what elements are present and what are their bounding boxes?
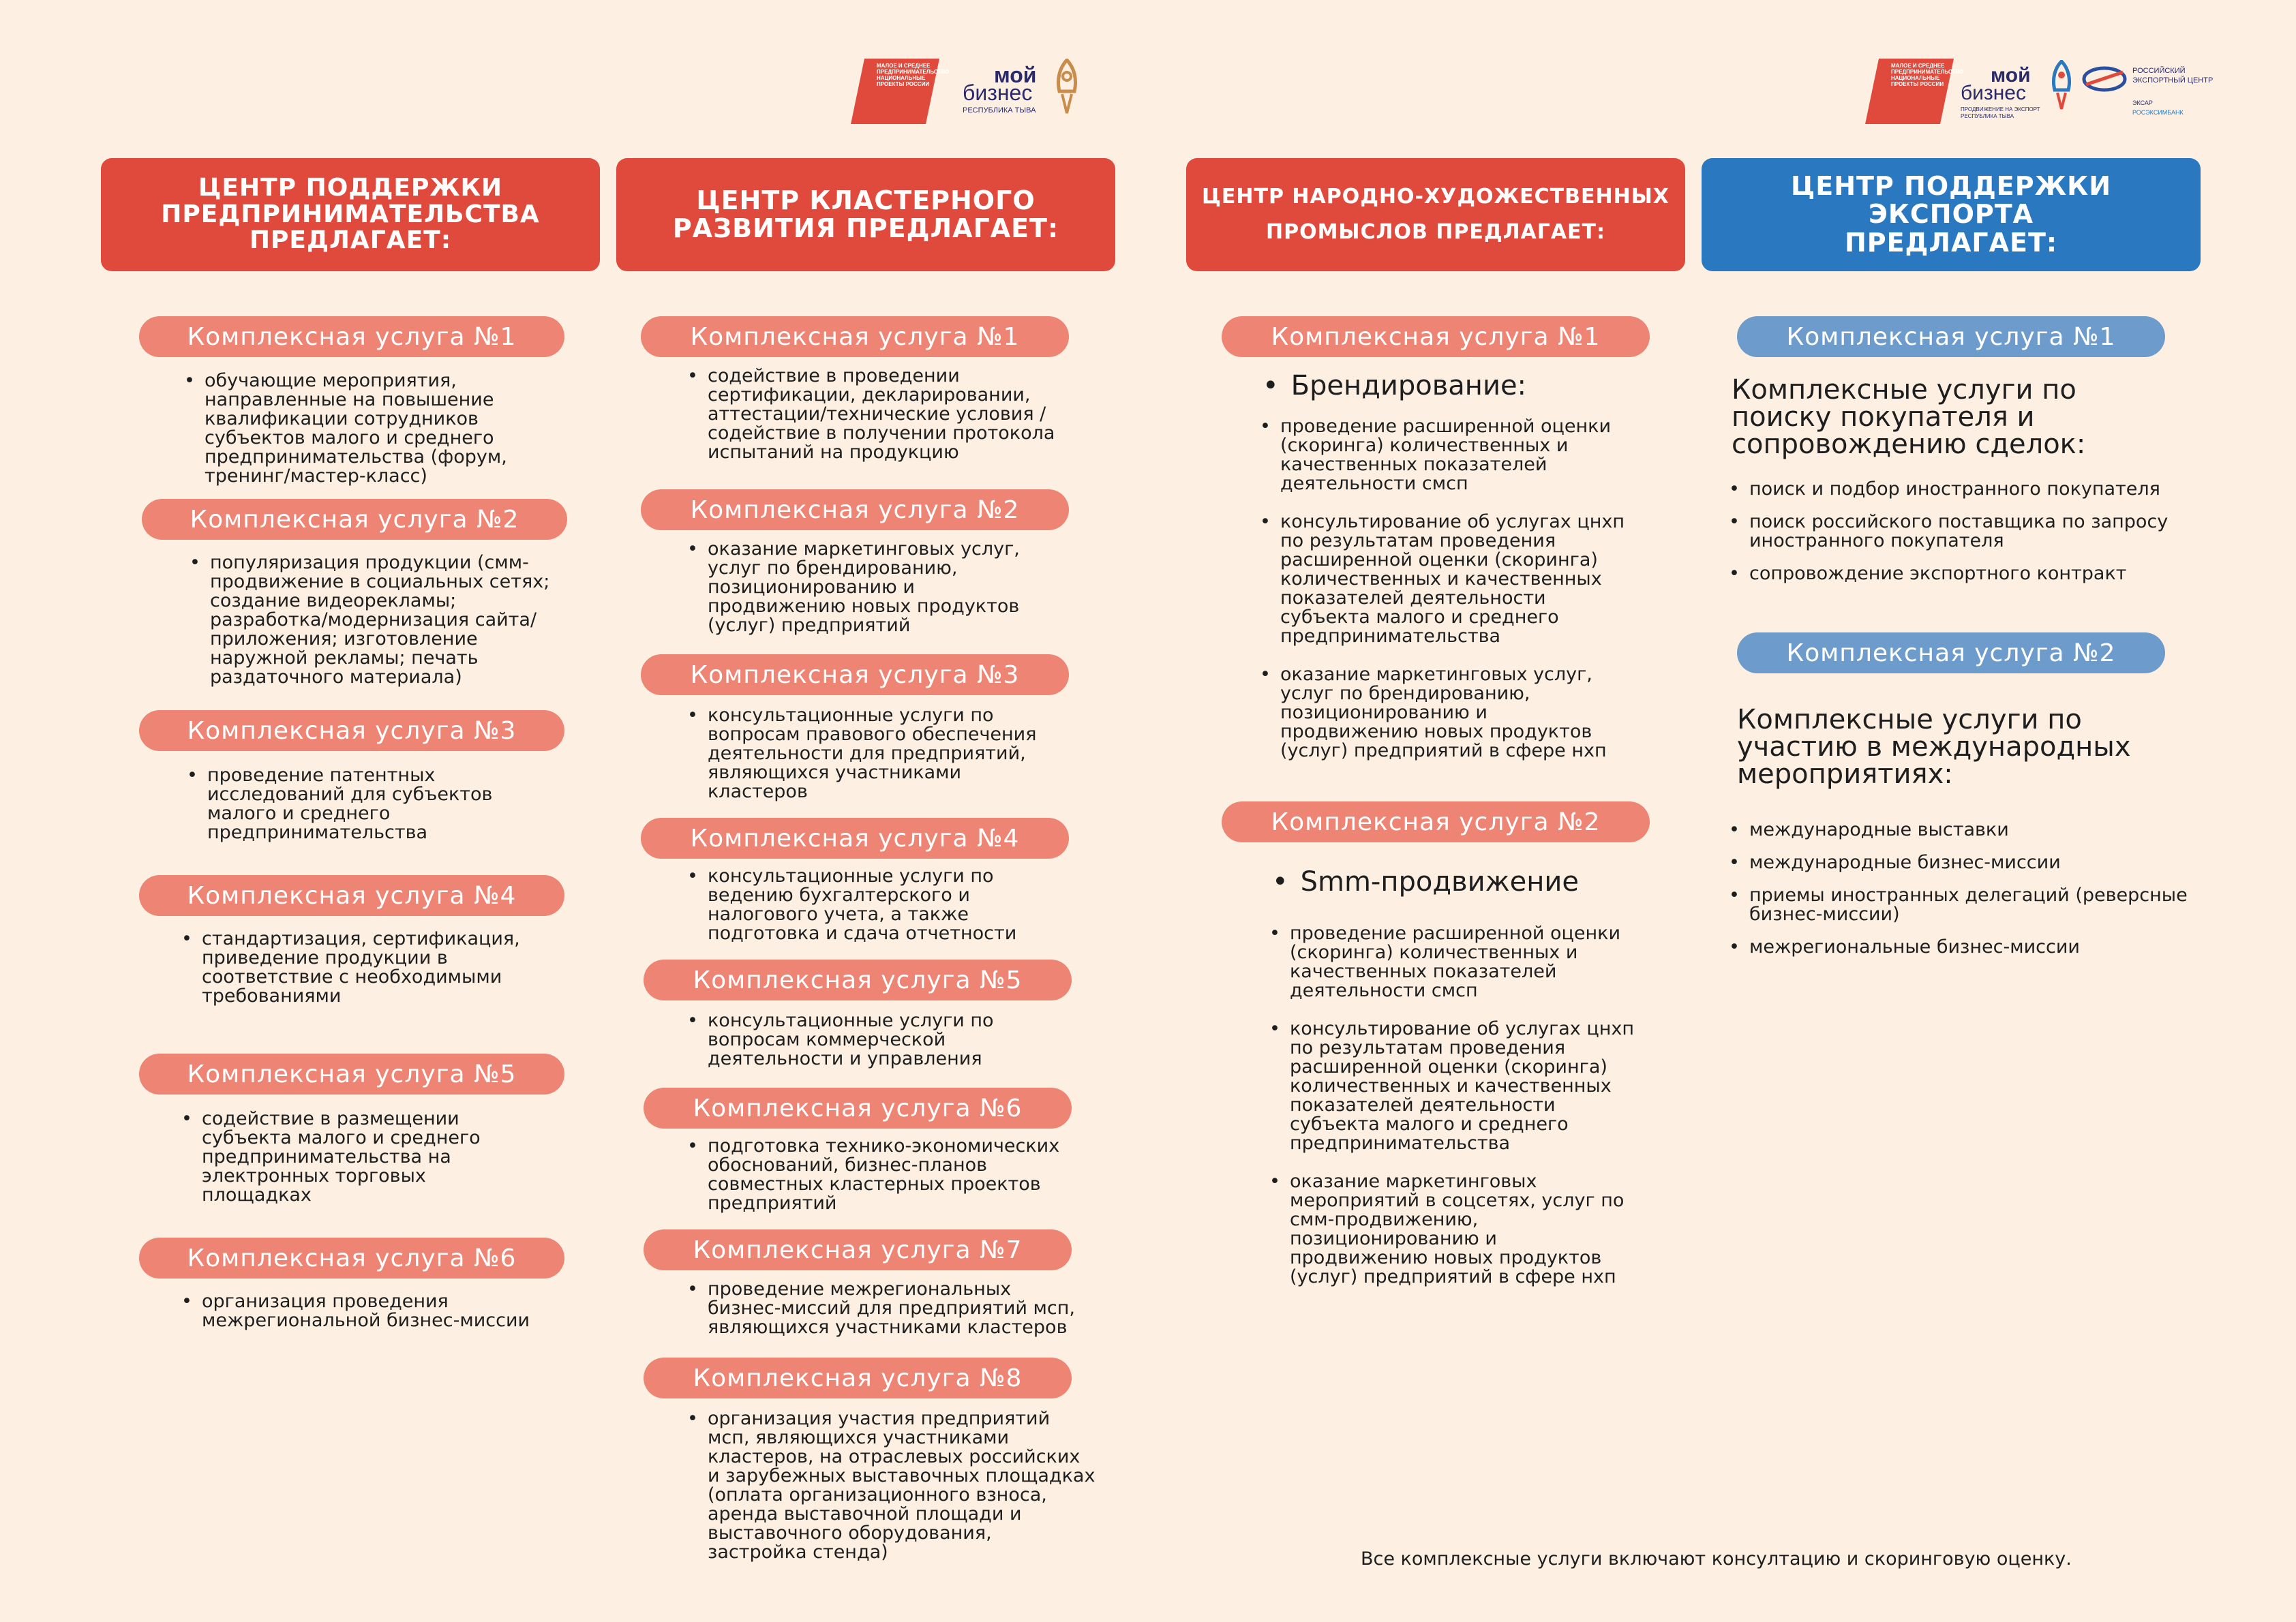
col1-service-5-list xyxy=(181,1110,522,1219)
list-item: • оказание маркетинговых услуг, услуг по брендированию, позиционированию и продвижению новых продуктов (услуг) предприятий в сфере нхп xyxy=(1260,665,1628,761)
list-item: • международные бизнес-миссии xyxy=(1729,853,2206,872)
col2-service-8-pill xyxy=(644,1358,1072,1398)
list-item: • организация участия предприятий мсп, являющихся участниками кластеров, на отраслевых российских и зарубежных выставочных площадках (оплата организационного взноса, аренда выставочной площади и выставочного оборудования, застройка стенда) xyxy=(687,1409,1096,1562)
bullet-icon: • xyxy=(1272,866,1288,898)
list-item: • консультационные услуги по ведению бухгалтерского и налогового учета, а также подготовка и сдача отчетности xyxy=(687,867,1055,943)
list-item: • организация проведения межрегиональной бизнес-миссии xyxy=(181,1292,549,1330)
logo-group-right xyxy=(1865,59,2247,134)
col1-service-2-label: Комплексная услуга №2 xyxy=(190,505,519,534)
col2-service-6-label: Комплексная услуга №6 xyxy=(693,1094,1023,1122)
col1-service-4-pill xyxy=(139,875,564,916)
rosexim-label: РОСЭКСИМБАНК xyxy=(2132,109,2184,116)
list-item: • межрегиональные бизнес-миссии xyxy=(1729,938,2206,957)
col2-service-3-pill xyxy=(641,654,1069,695)
moy-biznes-brand-line1-right: мой xyxy=(1991,64,2031,87)
logo-group-left xyxy=(851,59,1089,127)
col2-service-2-list xyxy=(687,540,1055,649)
bullet-icon: • xyxy=(1263,370,1279,401)
col4-service-2-heading: Комплексные услуги по участию в международных мероприятиях: xyxy=(1737,704,2131,790)
list-item: • проведение межрегиональных бизнес-миссий для предприятий мсп, являющихся участниками кластеров xyxy=(687,1280,1083,1337)
col2-service-2-pill xyxy=(641,489,1069,530)
list-item: • международные выставки xyxy=(1729,821,2206,840)
col2-service-4-pill xyxy=(641,818,1069,859)
list-item: • проведение расширенной оценки (скоринга) количественных и качественных показателей деятельности смсп xyxy=(1269,924,1637,1000)
col4-service-1-pill xyxy=(1737,316,2165,357)
col1-service-1-pill xyxy=(139,316,564,357)
col2-service-4-list xyxy=(687,867,1055,957)
national-projects-text: МАЛОЕ И СРЕДНЕЕ ПРЕДПРИНИМАТЕЛЬСТВО НАЦИОНАЛЬНЫЕ ПРОЕКТЫ РОССИИ xyxy=(877,63,950,87)
col1-service-6-pill xyxy=(139,1238,564,1279)
col1-service-3-pill xyxy=(139,710,564,751)
moy-biznes-brand-line2-right: бизнес xyxy=(1961,82,2026,104)
col1-service-6-label: Комплексная услуга №6 xyxy=(187,1244,517,1272)
header-export-center xyxy=(1702,158,2201,271)
col2-service-5-list xyxy=(687,1011,1042,1082)
col2-service-3-label: Комплексная услуга №3 xyxy=(690,660,1020,689)
col1-service-5-pill xyxy=(139,1054,564,1095)
col2-service-3-list xyxy=(687,706,1055,815)
list-item: • обучающие мероприятия, направленные на повышение квалификации сотрудников субъектов малого и среднего предпринимательства (форум, тренинг/мастер-класс) xyxy=(184,371,566,486)
col2-service-4-label: Комплексная услуга №4 xyxy=(690,824,1020,853)
list-item: • содействие в проведении сертификации, декларировании, аттестации/технические условия / содействие в получении протокола испытаний на продукцию xyxy=(687,367,1069,462)
list-item: • консультационные услуги по вопросам коммерческой деятельности и управления xyxy=(687,1011,1042,1069)
rec-title-line1: РОССИЙСКИЙ xyxy=(2132,67,2186,75)
list-item: • стандартизация, сертификация, приведение продукции в соответствие с необходимыми требованиями xyxy=(181,930,536,1006)
rec-title-line2: ЭКСПОРТНЫЙ ЦЕНТР xyxy=(2132,76,2214,85)
col3-service-2-heading xyxy=(1272,868,1613,896)
col2-service-5-label: Комплексная услуга №5 xyxy=(693,966,1023,994)
col2-service-2-label: Комплексная услуга №2 xyxy=(690,495,1020,524)
national-projects-text-right: МАЛОЕ И СРЕДНЕЕ ПРЕДПРИНИМАТЕЛЬСТВО НАЦИОНАЛЬНЫЕ ПРОЕКТЫ РОССИИ xyxy=(1891,63,1964,87)
col1-service-3-label: Комплексная услуга №3 xyxy=(187,716,517,745)
col2-service-7-label: Комплексная услуга №7 xyxy=(693,1236,1023,1264)
col4-service-2-pill xyxy=(1737,632,2165,673)
list-item: • консультирование об услугах цнхп по результатам проведения расширенной оценки (скоринга) количественных и качественных показателей деятельности субъекта малого и среднего предпринимательства xyxy=(1260,512,1628,646)
col4-service-1-label: Комплексная услуга №1 xyxy=(1786,322,2116,351)
col1-service-1-list xyxy=(184,371,566,500)
col2-service-8-label: Комплексная услуга №8 xyxy=(693,1364,1023,1392)
rec-logo-icon xyxy=(2081,64,2128,94)
col2-service-1-pill xyxy=(641,316,1069,357)
list-item: • содействие в размещении субъекта малого и среднего предпринимательства на электронных торговых площадках xyxy=(181,1110,522,1205)
col2-service-5-pill xyxy=(644,960,1072,1000)
col4-service-1-heading: Комплексные услуги по поиску покупателя и сопровождению сделок: xyxy=(1732,374,2086,460)
col3-service-1-list xyxy=(1260,417,1628,774)
header-export-title: ЦЕНТР ПОДДЕРЖКИ ЭКСПОРТА ПРЕДЛАГАЕТ: xyxy=(1791,171,2111,258)
list-item: • консультационные услуги по вопросам правового обеспечения деятельности для предприятий, являющихся участниками кластеров xyxy=(687,706,1055,801)
list-item: • проведение расширенной оценки (скоринга) количественных и качественных показателей деятельности смсп xyxy=(1260,417,1628,493)
header-entrepreneurship-title: ЦЕНТР ПОДДЕРЖКИ ПРЕДПРИНИМАТЕЛЬСТВА ПРЕДЛАГАЕТ: xyxy=(161,173,540,255)
list-item: • сопровождение экспортного контракт xyxy=(1729,564,2206,583)
col2-service-1-label: Комплексная услуга №1 xyxy=(690,322,1020,351)
col2-service-6-pill xyxy=(644,1088,1072,1129)
moy-biznes-brand-line1: мой xyxy=(994,63,1037,87)
header-entrepreneurship-center xyxy=(101,158,600,271)
eximbank-label: ЭКСАР xyxy=(2132,100,2153,106)
col2-service-8-list xyxy=(687,1409,1096,1576)
moy-biznes-subtitle: РЕСПУБЛИКА ТЫВА xyxy=(963,106,1036,114)
list-item: • поиск российского поставщика по запросу иностранного покупателя xyxy=(1729,512,2206,551)
col2-service-6-list xyxy=(687,1137,1069,1227)
col4-service-1-list xyxy=(1729,480,2206,597)
col3-service-2-heading-text: Smm-продвижение xyxy=(1300,866,1579,898)
list-item: • подготовка технико-экономических обоснований, бизнес-планов совместных кластерных проектов предприятий xyxy=(687,1137,1069,1213)
moy-biznes-subtitle-right: ПРОДВИЖЕНИЕ НА ЭКСПОРТ РЕСПУБЛИКА ТЫВА xyxy=(1961,106,2040,119)
col4-service-2-list xyxy=(1729,821,2206,970)
col4-service-2-label: Комплексная услуга №2 xyxy=(1786,639,2116,667)
col3-service-1-heading-text: Брендирование: xyxy=(1290,370,1527,401)
footer-note: Все комплексные услуги включают консултацию и скоринговую оценку. xyxy=(1361,1548,2072,1570)
header-crafts-title: ЦЕНТР НАРОДНО-ХУДОЖЕСТВЕННЫХ ПРОМЫСЛОВ ПРЕДЛАГАЕТ: xyxy=(1202,185,1670,244)
list-item: • консультирование об услугах цнхп по результатам проведения расширенной оценки (скоринга) количественных и качественных показателей деятельности субъекта малого и среднего предпринимательства xyxy=(1269,1020,1637,1153)
list-item: • проведение патентных исследований для субъектов малого и среднего предпринимательства xyxy=(187,766,528,842)
col2-service-1-list xyxy=(687,367,1069,476)
col1-service-2-pill xyxy=(142,499,567,540)
col1-service-2-list xyxy=(190,553,558,701)
col1-service-1-label: Комплексная услуга №1 xyxy=(187,322,517,351)
col3-service-1-label: Комплексная услуга №1 xyxy=(1271,322,1601,351)
header-crafts-center xyxy=(1186,158,1685,271)
list-item: • поиск и подбор иностранного покупателя xyxy=(1729,480,2206,499)
rocket-icon-right xyxy=(2046,60,2076,112)
col3-service-1-heading xyxy=(1263,372,1603,399)
col3-service-2-label: Комплексная услуга №2 xyxy=(1271,808,1601,836)
header-cluster-center xyxy=(616,158,1115,271)
col1-service-5-label: Комплексная услуга №5 xyxy=(187,1060,517,1088)
col2-service-7-list xyxy=(687,1280,1083,1351)
list-item: • оказание маркетинговых услуг, услуг по брендированию, позиционированию и продвижению новых продуктов (услуг) предприятий xyxy=(687,540,1055,635)
list-item: • популяризация продукции (смм-продвижение в социальных сетях; создание видеорекламы; разработка/модернизация сайта/приложения; изготовление наружной рекламы; печать раздаточного материала) xyxy=(190,553,558,687)
header-cluster-title: ЦЕНТР КЛАСТЕРНОГО РАЗВИТИЯ ПРЕДЛАГАЕТ: xyxy=(672,185,1059,243)
col3-service-1-pill xyxy=(1222,316,1650,357)
col1-service-4-label: Комплексная услуга №4 xyxy=(187,881,517,910)
col3-service-2-list xyxy=(1269,924,1637,1300)
list-item: • приемы иностранных делегаций (реверсные бизнес-миссии) xyxy=(1729,886,2206,924)
col3-service-2-pill xyxy=(1222,801,1650,842)
rocket-icon xyxy=(1048,59,1085,116)
moy-biznes-brand-line2: бизнес xyxy=(963,80,1033,105)
col2-service-7-pill xyxy=(644,1229,1072,1270)
col1-service-3-list xyxy=(187,766,528,856)
col1-service-4-list xyxy=(181,930,536,1020)
col1-service-6-list xyxy=(181,1292,549,1344)
list-item: • оказание маркетинговых мероприятий в соцсетях, услуг по смм-продвижению, позиционированию и продвижению новых продуктов (услуг) предприятий в сфере нхп xyxy=(1269,1172,1637,1287)
